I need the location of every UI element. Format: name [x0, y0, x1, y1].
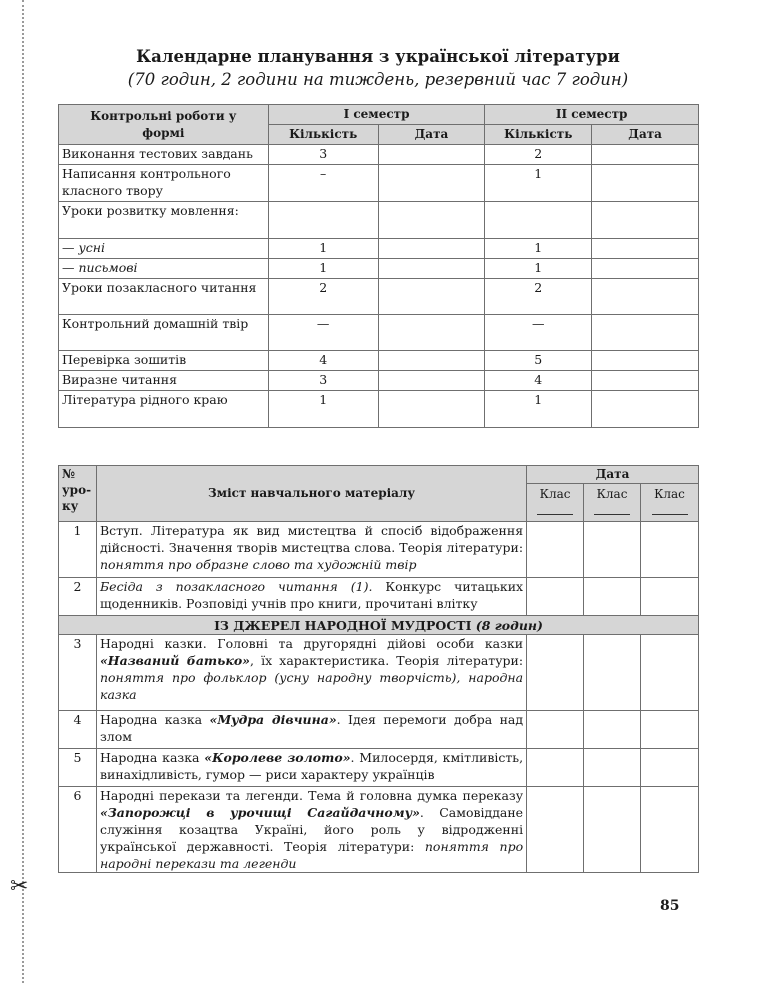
lesson-date-cell — [584, 578, 641, 616]
lesson-text: Бесіда з позакласного читання (1). — [99, 579, 373, 594]
semester-1-date — [378, 391, 485, 428]
semester-2-date — [592, 315, 699, 351]
lesson-content — [96, 635, 526, 711]
count-header: Кількість — [485, 125, 592, 145]
semester-1-count: – — [268, 165, 378, 202]
lesson-content — [96, 711, 526, 749]
semester-1-count: 1 — [268, 259, 378, 279]
count-header: Кількість — [268, 125, 378, 145]
class-blank — [537, 504, 573, 515]
control-row — [59, 279, 699, 315]
class-blank — [652, 504, 688, 515]
page-number: 85 — [660, 898, 680, 914]
lesson-date-cell — [527, 711, 584, 749]
date-header: Дата — [592, 125, 699, 145]
semester-2-date — [592, 239, 699, 259]
semester-2-count: 2 — [485, 279, 592, 315]
semester-1-date — [378, 351, 485, 371]
control-row-label: Контрольний домашній твір — [59, 315, 269, 351]
lesson-text: Конкурс читацьких щоденників. Розповіді учнів про книги, прочитані влітку — [99, 579, 524, 611]
semester-1-date — [378, 145, 485, 165]
lesson-number: 4 — [59, 711, 97, 749]
class-header — [584, 484, 641, 522]
lesson-number-header: № уро- ку — [59, 466, 97, 522]
lesson-content — [96, 787, 526, 873]
lesson-text: поняття про образне слово та художній твір — [99, 557, 417, 572]
semester-2-count: — — [485, 315, 592, 351]
section-hours: (8 годин) — [475, 617, 543, 633]
semester-1-header: І семестр — [268, 105, 485, 125]
control-row — [59, 371, 699, 391]
semester-2-date — [592, 391, 699, 428]
control-row-label: Уроки позакласного читання — [59, 279, 269, 315]
lesson-date-cell — [527, 522, 584, 578]
lesson-text: «Мудра дівчина» — [209, 712, 337, 727]
section-title-text: ІЗ ДЖЕРЕЛ НАРОДНОЇ МУДРОСТІ — [214, 617, 472, 633]
control-row-label: Написання контрольного класного твору — [59, 165, 269, 202]
scissors-icon: ✂ — [10, 874, 29, 899]
lesson-row — [59, 522, 699, 578]
semester-1-count: 1 — [268, 239, 378, 259]
lesson-text: «Запорожці в урочищі Сагайдачному» — [99, 805, 420, 820]
lesson-text: . Ідея перемоги добра над злом — [99, 712, 524, 744]
control-row — [59, 165, 699, 202]
lesson-date-cell — [584, 522, 641, 578]
semester-2-count: 2 — [485, 145, 592, 165]
semester-2-date — [592, 279, 699, 315]
control-row — [59, 239, 699, 259]
control-row-label: — усні — [59, 239, 269, 259]
lesson-date-cell — [584, 711, 641, 749]
semester-2-count: 1 — [485, 239, 592, 259]
lesson-row — [59, 749, 699, 787]
control-row — [59, 351, 699, 371]
lesson-date-cell — [527, 635, 584, 711]
semester-2-count: 1 — [485, 259, 592, 279]
lesson-date-cell — [584, 787, 641, 873]
lesson-text: поняття про народні перекази та легенди — [99, 839, 524, 871]
page-title: Календарне планування з української літератури — [136, 47, 620, 66]
semester-1-date — [378, 315, 485, 351]
lesson-text: Народна казка — [99, 712, 210, 727]
date-header: Дата — [527, 466, 699, 484]
semester-2-date — [592, 202, 699, 239]
control-works-table — [58, 104, 699, 428]
lesson-date-cell — [584, 749, 641, 787]
lesson-date-cell — [527, 578, 584, 616]
lesson-number: 5 — [59, 749, 97, 787]
semester-1-count: 3 — [268, 145, 378, 165]
semester-1-count: 3 — [268, 371, 378, 391]
semester-2-date — [592, 259, 699, 279]
class-label: Клас — [539, 487, 571, 501]
semester-2-date — [592, 351, 699, 371]
semester-1-date — [378, 239, 485, 259]
class-header — [641, 484, 699, 522]
semester-2-count: 1 — [485, 165, 592, 202]
semester-2-date — [592, 371, 699, 391]
class-blank — [594, 504, 630, 515]
lesson-text: Народні казки. Головні та другорядні дійові особи казки — [99, 636, 524, 651]
lesson-text: «Названий батько» — [99, 653, 250, 668]
class-label: Клас — [596, 487, 628, 501]
lesson-text: поняття про фольклор (усну народну творчість), народна казка — [99, 670, 524, 702]
semester-1-date — [378, 279, 485, 315]
semester-2-header: ІІ семестр — [485, 105, 699, 125]
semester-2-count: 1 — [485, 391, 592, 428]
lesson-content — [96, 578, 526, 616]
control-works-header: Контрольні роботи у формі — [59, 105, 269, 145]
lesson-date-cell — [527, 787, 584, 873]
lesson-date-cell — [527, 749, 584, 787]
lessons-table — [58, 465, 699, 873]
page-subtitle: (70 годин, 2 години на тиждень, резервний час 7 годин) — [127, 70, 629, 89]
lesson-content — [96, 749, 526, 787]
lesson-number: 1 — [59, 522, 97, 578]
lesson-date-cell — [641, 711, 699, 749]
class-header — [527, 484, 584, 522]
semester-1-count — [268, 202, 378, 239]
lesson-text: . Милосердя, кмітливість, винахідливість, гумор — риси характеру українців — [99, 750, 524, 782]
class-label: Клас — [654, 487, 685, 501]
control-row — [59, 315, 699, 351]
lesson-date-cell — [641, 522, 699, 578]
control-row-label: Виразне читання — [59, 371, 269, 391]
control-row — [59, 202, 699, 239]
semester-1-date — [378, 202, 485, 239]
semester-1-count: 1 — [268, 391, 378, 428]
control-row-label: — письмові — [59, 259, 269, 279]
semester-1-date — [378, 371, 485, 391]
lesson-text: , їх характеристика. Теорія літератури: — [250, 653, 524, 668]
date-header: Дата — [378, 125, 485, 145]
semester-2-date — [592, 145, 699, 165]
control-row-label: Виконання тестових завдань — [59, 145, 269, 165]
section-row — [59, 616, 699, 635]
lesson-date-cell — [641, 578, 699, 616]
control-row — [59, 145, 699, 165]
lesson-text: Народні перекази та легенди. Тема й головна думка переказу — [99, 788, 524, 803]
lesson-text: Вступ. Література як вид мистецтва й спосіб відображення дійсності. Значення творів мистецтва слова. Теорія літератури: — [99, 523, 524, 555]
lesson-content — [96, 522, 526, 578]
lesson-row — [59, 711, 699, 749]
semester-2-count: 4 — [485, 371, 592, 391]
lesson-number: 6 — [59, 787, 97, 873]
lesson-number: 3 — [59, 635, 97, 711]
control-row — [59, 391, 699, 428]
lesson-text: . Самовіддане служіння козацтва Україні, його роль у відродженні української державності. Теорія літератури: — [99, 805, 524, 854]
lesson-text: «Королеве золото» — [204, 750, 351, 765]
content-header: Зміст навчального матеріалу — [96, 466, 526, 522]
control-row-label: Перевірка зошитів — [59, 351, 269, 371]
cut-line — [22, 0, 24, 983]
semester-2-count — [485, 202, 592, 239]
lesson-date-cell — [584, 635, 641, 711]
lesson-number: 2 — [59, 578, 97, 616]
semester-1-date — [378, 165, 485, 202]
lesson-date-cell — [641, 749, 699, 787]
semester-2-count: 5 — [485, 351, 592, 371]
lesson-date-cell — [641, 635, 699, 711]
lesson-date-cell — [641, 787, 699, 873]
lesson-text: Народна казка — [99, 750, 205, 765]
lesson-row — [59, 635, 699, 711]
semester-1-count: — — [268, 315, 378, 351]
semester-2-date — [592, 165, 699, 202]
semester-1-count: 4 — [268, 351, 378, 371]
semester-1-count: 2 — [268, 279, 378, 315]
control-row — [59, 259, 699, 279]
semester-1-date — [378, 259, 485, 279]
lesson-row — [59, 787, 699, 873]
section-title — [59, 616, 699, 635]
control-row-label: Література рідного краю — [59, 391, 269, 428]
lesson-row — [59, 578, 699, 616]
control-row-label: Уроки розвитку мовлення: — [59, 202, 269, 239]
